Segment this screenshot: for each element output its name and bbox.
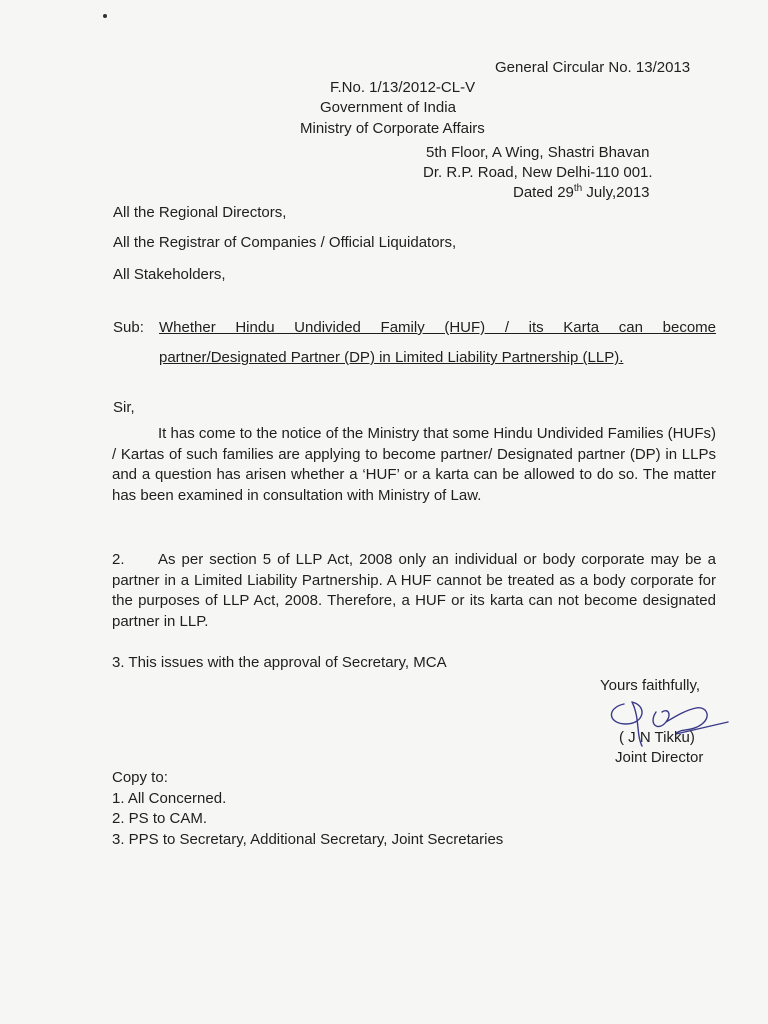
date-suffix: July,2013 — [582, 184, 650, 201]
government-name: Government of India — [320, 99, 456, 116]
date-prefix: Dated 29 — [513, 184, 574, 201]
recipient-line: All the Regional Directors, — [113, 204, 287, 221]
paragraph-number: 2. — [112, 551, 125, 568]
copy-to-item: 1. All Concerned. — [112, 790, 227, 807]
paragraph-3: 3. This issues with the approval of Secretary, MCA — [112, 654, 447, 671]
subject-line-1: Whether Hindu Undivided Family (HUF) / its Karta can become — [159, 319, 716, 336]
subject-line-2: partner/Designated Partner (DP) in Limited Liability Partnership (LLP). — [159, 349, 624, 366]
date-superscript: th — [573, 183, 583, 194]
recipient-line: All Stakeholders, — [113, 266, 226, 283]
copy-to-label: Copy to: — [112, 769, 168, 786]
file-number: F.No. 1/13/2012-CL-V — [330, 79, 476, 96]
date-line — [513, 183, 650, 203]
circular-number: General Circular No. 13/2013 — [495, 59, 691, 76]
paragraph-1: It has come to the notice of the Ministry that some Hindu Undivided Families (HUFs) / Kartas of such families are applying to become partner/ Designated partner (DP) in LLPs and a question has arisen whether a ‘HUF’ or a karta can be allowed to do so. The matter has been examined in consultation with Ministry of Law. — [112, 425, 716, 504]
salutation: Sir, — [113, 399, 135, 416]
subject-label: Sub: — [113, 319, 144, 336]
address-line-1: 5th Floor, A Wing, Shastri Bhavan — [426, 144, 650, 161]
recipient-line: All the Registrar of Companies / Official Liquidators, — [113, 234, 457, 251]
signatory-title: Joint Director — [615, 749, 704, 766]
closing-yours-faithfully: Yours faithfully, — [600, 677, 701, 694]
ministry-name: Ministry of Corporate Affairs — [300, 120, 485, 137]
scan-speck — [103, 14, 107, 18]
paragraph-2 — [112, 550, 716, 632]
paragraph-2-text: As per section 5 of LLP Act, 2008 only an individual or body corporate may be a partner in a Limited Liability Partnership. A HUF cannot be treated as a body corporate for the purposes of LLP Act, 2008. Therefore, a HUF or its karta can not become designated partner in LLP. — [112, 551, 716, 630]
copy-to-item: 2. PS to CAM. — [112, 810, 208, 827]
copy-to-item: 3. PPS to Secretary, Additional Secretary, Joint Secretaries — [112, 831, 504, 848]
address-line-2: Dr. R.P. Road, New Delhi-110 001. — [423, 164, 653, 181]
signatory-name: ( J N Tikku) — [619, 729, 695, 746]
